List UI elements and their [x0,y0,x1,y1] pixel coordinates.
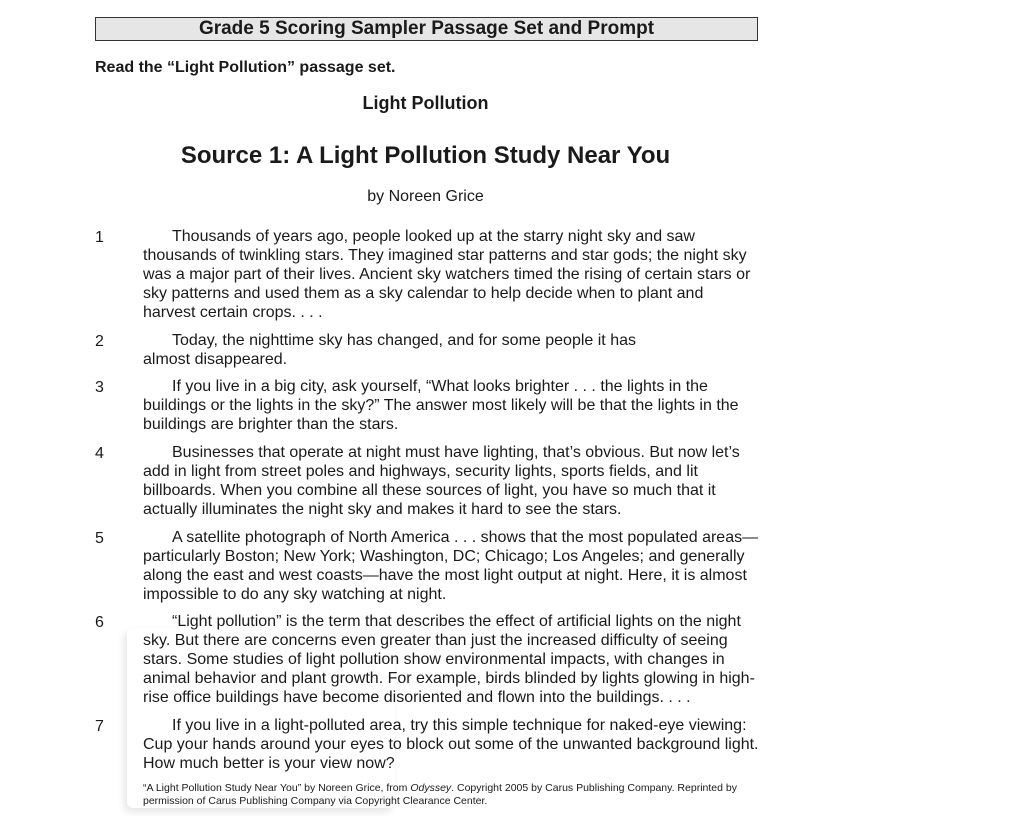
paragraph-number: 2 [95,333,104,350]
paragraph-7 [95,716,760,773]
passage-set-title: Light Pollution [362,93,489,113]
paragraph-1 [95,227,760,322]
paragraph-2 [95,331,760,369]
source-title: Source 1: A Light Pollution Study Near You [180,142,671,169]
paragraph-number: 1 [95,229,104,246]
citation-publication: Odyssey [410,782,452,794]
instruction-text: Read the “Light Pollution” passage set. [95,59,396,76]
paragraph-number: 3 [95,379,104,396]
paragraph-text: If you live in a big city, ask yourself, “What looks brighter . . . the lights in the buildings or the lights in the sky?” The answer most likely will be that the lights in the buildings are brighter than the stars. [143,378,739,433]
paragraph-number: 7 [95,718,104,735]
paragraph-4 [95,443,760,519]
source-citation [143,782,763,808]
paragraph-number: 6 [95,614,104,631]
citation-suffix: . Copyright 2005 by Carus Publishing Company. Reprinted by permission of Carus Publishing Company via Copyright Clearance Center. [143,782,737,807]
byline: by Noreen Grice [367,188,484,205]
header-title-box [95,17,758,41]
paragraph-text: If you live in a light-polluted area, try this simple technique for naked-eye viewing: Cup your hands around your eyes to block out some of the unwanted background light. How much better is your view now? [143,717,759,772]
paragraph-3 [95,377,760,434]
paragraph-number: 5 [95,530,104,547]
paragraph-text: “Light pollution” is the term that describes the effect of artificial lights on the night sky. But there are concerns even greater than just the increased difficulty of seeing stars. Some studies of light pollution show environmental impacts, with changes in animal behavior and plant growth. For example, birds blinded by lights glowing in high-rise office buildings have become disoriented and flown into the buildings. . . . [143,613,755,706]
paragraph-5 [95,528,760,604]
paragraph-number: 4 [95,445,104,462]
citation-prefix: “A Light Pollution Study Near You” by Noreen Grice, from [143,782,411,794]
paragraph-6 [95,612,760,707]
paragraph-text: Today, the nighttime sky has changed, and for some people it has almost disappeared. [143,332,636,368]
paragraph-text: A satellite photograph of North America . . . shows that the most populated areas—particularly Boston; New York; Washington, DC; Chicago; Los Angeles; and generally along the east and west coasts—have the most light output at night. Here, it is almost impossible to do any sky watching at night. [143,529,759,603]
page-title: Grade 5 Scoring Sampler Passage Set and Prompt [198,18,655,39]
paragraph-text: Businesses that operate at night must have lighting, that’s obvious. But now let’s add in light from street poles and highways, security lights, sports fields, and lit billboards. When you combine all these sources of light, you have so much that it actually illuminates the night sky and makes it hard to see the stars. [143,444,740,518]
paragraph-text: Thousands of years ago, people looked up at the starry night sky and saw thousands of twinkling stars. They imagined star patterns and star gods; the night sky was a major part of their lives. Ancient sky watchers timed the rising of certain stars or sky patterns and used them as a sky calendar to help decide when to plant and harvest certain crops. . . . [143,228,751,321]
